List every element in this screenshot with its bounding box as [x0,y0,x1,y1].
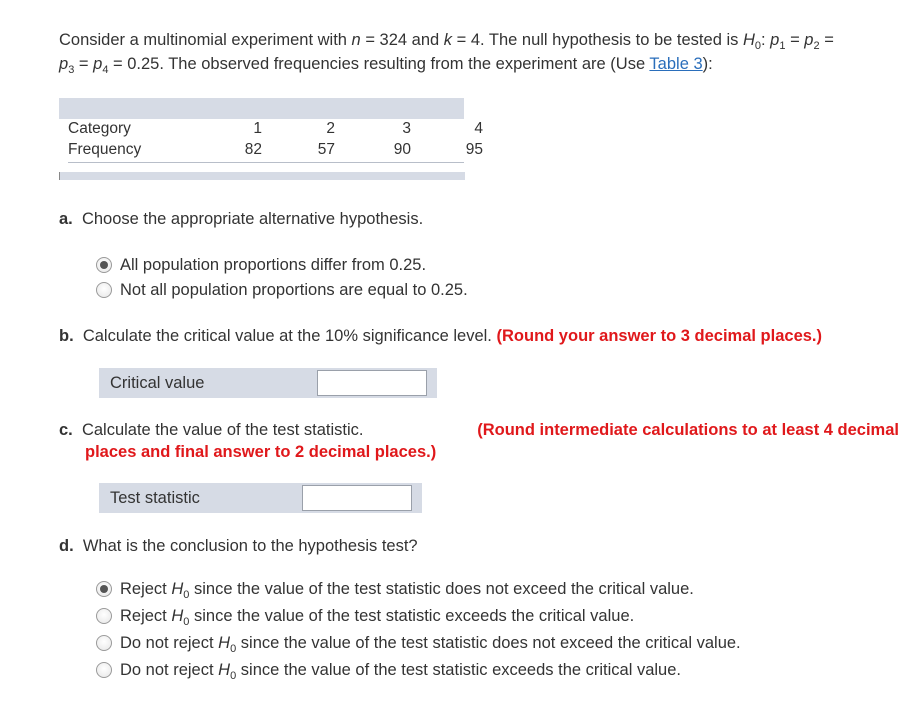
category-cell: 3 [402,120,411,137]
test-statistic-row [99,483,422,513]
part-d-option[interactable]: Reject $H_0$ since the value of the test statistic does not exceed the critical value. [96,577,694,601]
intro-line-1: Consider a multinomial experiment with n = 324 and k = 4. The null hypothesis to be tested is $H_0$: $p_1 = p_2$ = [59,31,834,52]
part-a-question: a. Choose the appropriate alternative hypothesis. [59,210,424,228]
radio-button[interactable] [96,662,112,678]
category-row [68,120,483,141]
radio-button-selected[interactable] [96,257,112,273]
part-d-option[interactable]: Do not reject $H_0$ since the value of the test statistic exceeds the critical value. [96,658,681,682]
frequency-cell: 90 [393,141,411,158]
category-cell: 2 [326,120,335,137]
problem-intro [59,28,899,76]
part-a-option[interactable]: All population proportions differ from 0.25. [96,253,426,277]
part-c-question: c. Calculate the value of the test statistic. (Round intermediate calculations to at least 4 decimal places and final answer to 2 decimal places.) [59,421,899,461]
critical-value-label: Critical value [110,374,205,392]
test-statistic-label: Test statistic [110,489,200,507]
frequency-table [59,98,483,180]
table-3-link[interactable]: Table 3 [649,55,703,73]
frequency-cell: 95 [465,141,483,158]
critical-value-input[interactable] [317,370,427,396]
radio-button[interactable] [96,635,112,651]
frequency-label: Frequency [68,141,142,158]
frequency-cell: 82 [244,141,262,158]
radio-button[interactable] [96,608,112,624]
radio-button-selected[interactable] [96,581,112,597]
category-cell: 4 [474,120,483,137]
frequency-cell: 57 [317,141,335,158]
part-b-question: b. Calculate the critical value at the 10% significance level. (Round your answer to 3 decimal places.) [59,327,822,345]
part-a-option[interactable]: Not all population proportions are equal to 0.25. [96,278,468,302]
critical-value-row [99,368,437,398]
category-cell: 1 [253,120,262,137]
part-d-option[interactable]: Reject $H_0$ since the value of the test statistic exceeds the critical value. [96,604,634,628]
part-d-question: d. What is the conclusion to the hypothesis test? [59,537,418,555]
frequency-row [68,141,483,163]
category-label: Category [68,120,131,137]
intro-line-2: $p_3 = p_4 = 0.25$. The observed frequencies resulting from the experiment are (Use Table 3): [59,55,713,76]
radio-button[interactable] [96,282,112,298]
part-d-option[interactable]: Do not reject $H_0$ since the value of the test statistic does not exceed the critical value. [96,631,741,655]
test-statistic-input[interactable] [302,485,412,511]
